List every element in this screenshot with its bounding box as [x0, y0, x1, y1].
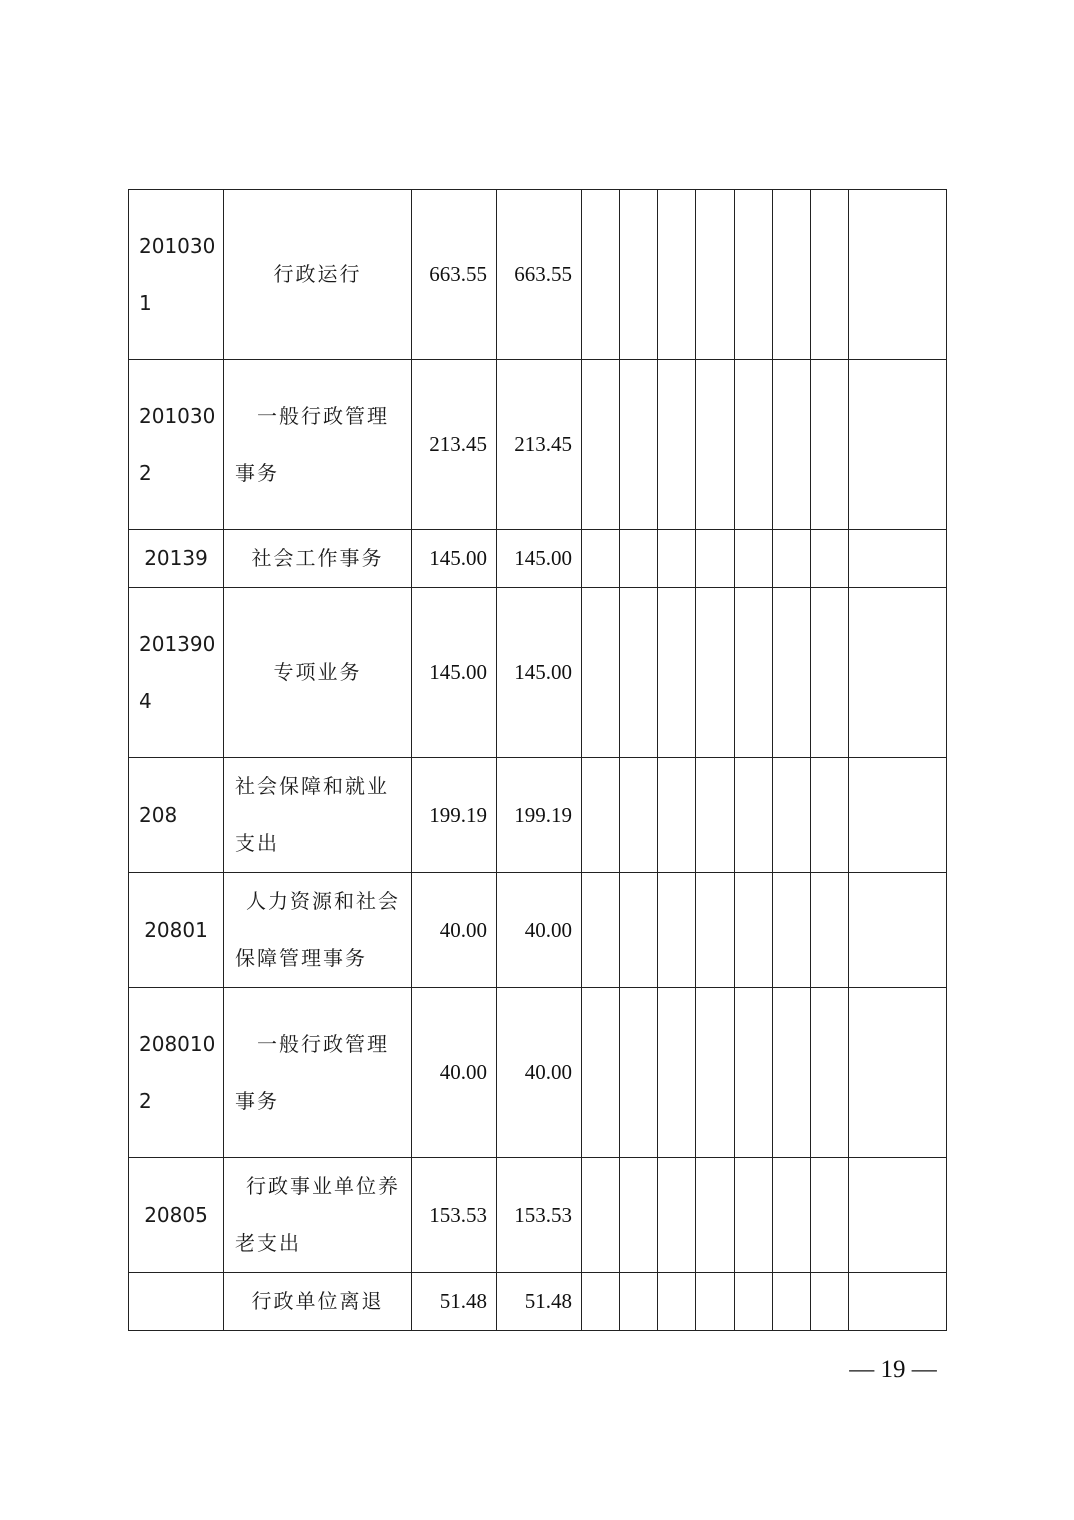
account-code-cell [129, 988, 224, 1158]
empty-cell [811, 1158, 849, 1273]
table-row [129, 530, 947, 588]
empty-cell [849, 1273, 947, 1331]
empty-cell [773, 1158, 811, 1273]
empty-cell [658, 1158, 696, 1273]
account-code-cell [129, 873, 224, 988]
table-row [129, 588, 947, 758]
empty-cell [773, 1273, 811, 1331]
account-name: 行政运行 [273, 262, 362, 286]
empty-cell [811, 360, 849, 530]
empty-cell [735, 873, 773, 988]
empty-cell [849, 1158, 947, 1273]
account-code: 2080102 [139, 1031, 216, 1113]
empty-cell [773, 190, 811, 360]
account-code: 2010302 [139, 403, 216, 485]
empty-cell [620, 1158, 658, 1273]
amount-total: 40.00 [412, 873, 497, 988]
empty-cell [811, 190, 849, 360]
empty-cell [849, 988, 947, 1158]
empty-cell [658, 1273, 696, 1331]
table-row [129, 873, 947, 988]
empty-cell [658, 988, 696, 1158]
empty-cell [696, 988, 735, 1158]
amount-basic: 40.00 [497, 873, 582, 988]
empty-cell [735, 190, 773, 360]
empty-cell [735, 1158, 773, 1273]
amount-basic: 663.55 [497, 190, 582, 360]
table-row [129, 1158, 947, 1273]
empty-cell [773, 360, 811, 530]
empty-cell [849, 588, 947, 758]
empty-cell [582, 873, 620, 988]
table-row [129, 190, 947, 360]
empty-cell [735, 988, 773, 1158]
empty-cell [696, 588, 735, 758]
account-code-cell [129, 530, 224, 588]
empty-cell [811, 758, 849, 873]
amount-total: 153.53 [412, 1158, 497, 1273]
amount-basic: 51.48 [497, 1273, 582, 1331]
account-name-cell [224, 588, 412, 758]
account-code: 20139 [144, 546, 208, 570]
empty-cell [811, 530, 849, 588]
empty-cell [620, 1273, 658, 1331]
account-name-cell [224, 360, 412, 530]
empty-cell [849, 873, 947, 988]
account-code: 208 [139, 802, 178, 827]
account-name: 一般行政管理事务 [235, 403, 389, 485]
empty-cell [849, 758, 947, 873]
account-name-cell [224, 873, 412, 988]
empty-cell [582, 1158, 620, 1273]
empty-cell [811, 873, 849, 988]
empty-cell [658, 588, 696, 758]
empty-cell [735, 758, 773, 873]
empty-cell [620, 873, 658, 988]
table-row [129, 988, 947, 1158]
empty-cell [658, 360, 696, 530]
amount-basic: 145.00 [497, 588, 582, 758]
empty-cell [696, 360, 735, 530]
account-code: 2010301 [139, 233, 216, 315]
amount-basic: 199.19 [497, 758, 582, 873]
account-name: 人力资源和社会保障管理事务 [235, 889, 400, 970]
account-name-cell [224, 530, 412, 588]
empty-cell [620, 588, 658, 758]
empty-cell [582, 758, 620, 873]
table-row [129, 360, 947, 530]
amount-basic: 213.45 [497, 360, 582, 530]
empty-cell [811, 988, 849, 1158]
amount-basic: 153.53 [497, 1158, 582, 1273]
amount-total: 145.00 [412, 530, 497, 588]
empty-cell [696, 190, 735, 360]
account-name-cell [224, 190, 412, 360]
empty-cell [811, 1273, 849, 1331]
account-name-cell [224, 1273, 412, 1331]
account-name: 行政事业单位养老支出 [235, 1174, 400, 1255]
account-code-cell [129, 758, 224, 873]
empty-cell [582, 588, 620, 758]
empty-cell [582, 988, 620, 1158]
account-code-cell [129, 588, 224, 758]
empty-cell [620, 360, 658, 530]
empty-cell [849, 190, 947, 360]
account-code: 20805 [144, 1202, 208, 1227]
amount-total: 40.00 [412, 988, 497, 1158]
empty-cell [811, 588, 849, 758]
account-code-cell [129, 1158, 224, 1273]
empty-cell [620, 530, 658, 588]
empty-cell [773, 988, 811, 1158]
account-code-cell [129, 190, 224, 360]
account-code: 20801 [144, 917, 208, 942]
empty-cell [582, 190, 620, 360]
empty-cell [696, 1273, 735, 1331]
account-name-cell [224, 988, 412, 1158]
account-name-cell [224, 1158, 412, 1273]
account-code-cell [129, 1273, 224, 1331]
empty-cell [735, 530, 773, 588]
budget-table [128, 189, 947, 1331]
empty-cell [658, 530, 696, 588]
empty-cell [696, 530, 735, 588]
account-code: 2013904 [139, 631, 216, 713]
table-row [129, 758, 947, 873]
empty-cell [735, 1273, 773, 1331]
account-name: 一般行政管理事务 [235, 1031, 389, 1113]
amount-total: 51.48 [412, 1273, 497, 1331]
empty-cell [773, 588, 811, 758]
empty-cell [849, 360, 947, 530]
account-name: 行政单位离退 [251, 1289, 384, 1313]
account-name: 社会工作事务 [251, 546, 384, 570]
empty-cell [773, 758, 811, 873]
empty-cell [696, 758, 735, 873]
empty-cell [582, 360, 620, 530]
empty-cell [735, 360, 773, 530]
account-name-cell [224, 758, 412, 873]
empty-cell [620, 988, 658, 1158]
amount-total: 199.19 [412, 758, 497, 873]
amount-total: 145.00 [412, 588, 497, 758]
empty-cell [773, 873, 811, 988]
table-row [129, 1273, 947, 1331]
empty-cell [620, 758, 658, 873]
account-name: 专项业务 [273, 660, 362, 684]
amount-basic: 40.00 [497, 988, 582, 1158]
amount-total: 213.45 [412, 360, 497, 530]
amount-basic: 145.00 [497, 530, 582, 588]
empty-cell [849, 530, 947, 588]
page-number: — 19 — [849, 1356, 937, 1383]
empty-cell [696, 873, 735, 988]
empty-cell [658, 758, 696, 873]
amount-total: 663.55 [412, 190, 497, 360]
empty-cell [620, 190, 658, 360]
empty-cell [582, 530, 620, 588]
empty-cell [696, 1158, 735, 1273]
empty-cell [658, 873, 696, 988]
empty-cell [658, 190, 696, 360]
empty-cell [773, 530, 811, 588]
account-name: 社会保障和就业支出 [235, 774, 389, 855]
empty-cell [735, 588, 773, 758]
account-code-cell [129, 360, 224, 530]
empty-cell [582, 1273, 620, 1331]
